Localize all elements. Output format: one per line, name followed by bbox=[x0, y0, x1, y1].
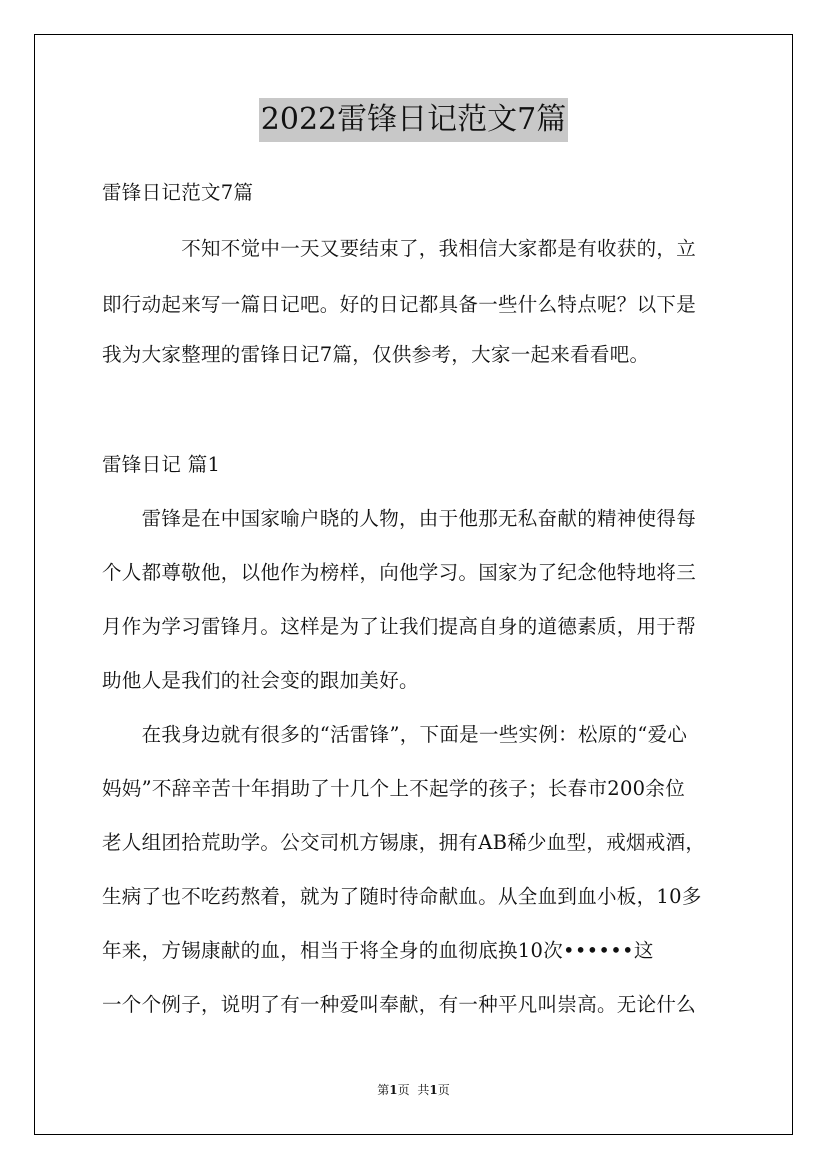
intro-line-3: 我为大家整理的雷锋日记7篇，仅供参考，大家一起来看看吧。 bbox=[102, 343, 650, 366]
document-subtitle: 雷锋日记范文7篇 bbox=[102, 181, 254, 204]
body-line-7: 老人组团拾荒助学。公交司机方锡康，拥有AB稀少血型，戒烟戒酒， bbox=[102, 831, 706, 854]
body-line-5: 在我身边就有很多的“活雷锋”，下面是一些实例：松原的“爱心 bbox=[102, 723, 688, 746]
body-line-3: 月作为学习雷锋月。这样是为了让我们提高自身的道德素质，用于帮 bbox=[102, 615, 697, 638]
body-line-8: 生病了也不吃药熬着，就为了随时待命献血。从全血到血小板，10多 bbox=[102, 885, 702, 908]
footer-page-suffix: 页 bbox=[397, 1083, 410, 1097]
page-footer bbox=[0, 1081, 827, 1099]
title-container bbox=[0, 98, 827, 142]
intro-line-2: 即行动起来写一篇日记吧。好的日记都具备一些什么特点呢？以下是 bbox=[102, 293, 697, 316]
footer-total-number: 1 bbox=[429, 1083, 438, 1097]
intro-line-1: 不知不觉中一天又要结束了，我相信大家都是有收获的，立 bbox=[102, 237, 697, 260]
footer-total-suffix: 页 bbox=[437, 1083, 450, 1097]
footer-page-number: 1 bbox=[389, 1083, 398, 1097]
footer-page-prefix: 第 bbox=[377, 1083, 390, 1097]
footer-total-prefix: 共 bbox=[417, 1083, 430, 1097]
body-line-9: 年来，方锡康献的血，相当于将全身的血彻底换10次••••••这 bbox=[102, 939, 654, 962]
section-heading: 雷锋日记 篇1 bbox=[102, 453, 221, 476]
body-line-1: 雷锋是在中国家喻户晓的人物，由于他那无私奋献的精神使得每 bbox=[102, 507, 697, 530]
body-line-2: 个人都尊敬他，以他作为榜样，向他学习。国家为了纪念他特地将三 bbox=[102, 561, 697, 584]
document-title: 2022雷锋日记范文7篇 bbox=[259, 98, 568, 142]
body-line-4: 助他人是我们的社会变的跟加美好。 bbox=[102, 669, 419, 692]
body-line-10: 一个个例子，说明了有一种爱叫奉献，有一种平凡叫崇高。无论什么 bbox=[102, 993, 697, 1016]
body-line-6: 妈妈”不辞辛苦十年捐助了十几个上不起学的孩子；长春市200余位 bbox=[102, 777, 685, 800]
